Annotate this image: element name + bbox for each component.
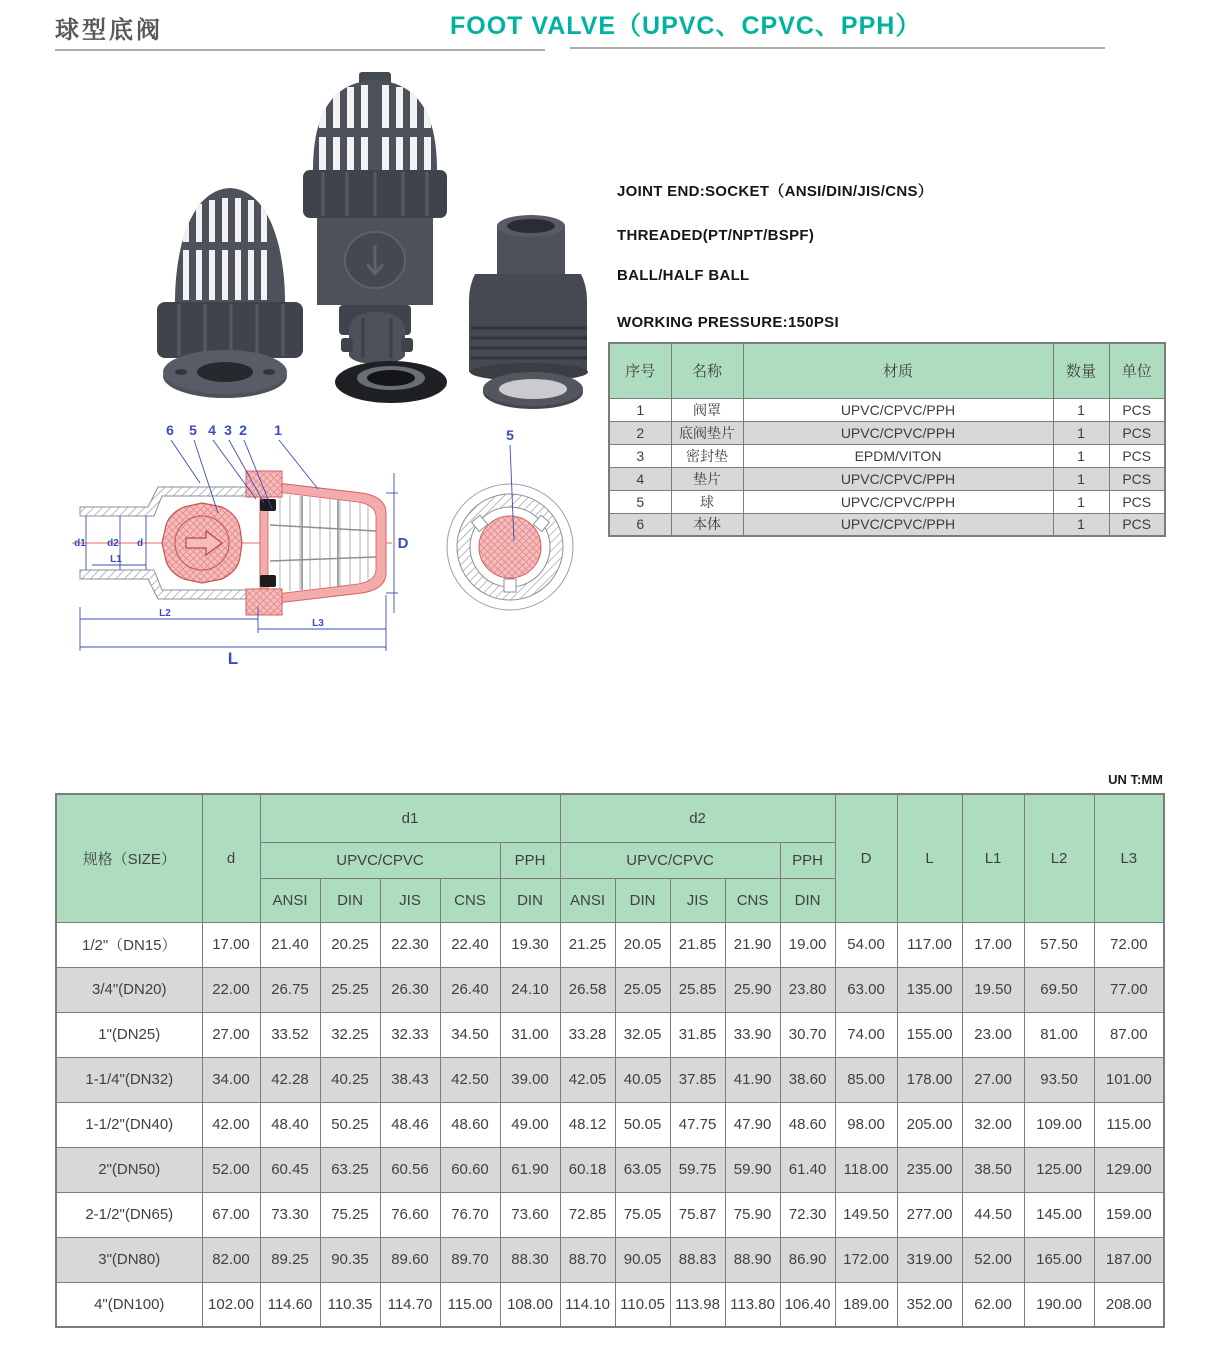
- cell: 42.05: [560, 1057, 615, 1102]
- cell: 60.45: [260, 1147, 320, 1192]
- cell: 50.05: [615, 1102, 670, 1147]
- dim-d1: d1: [74, 538, 86, 549]
- table-row: [609, 398, 1165, 421]
- col-header-d2-pph-din: DIN: [780, 878, 835, 922]
- cell: 垫片: [671, 467, 743, 490]
- cell: 1/2"（DN15）: [56, 922, 202, 967]
- cell: 32.33: [380, 1012, 440, 1057]
- dim-l3: L3: [312, 618, 324, 629]
- cell: 149.50: [835, 1192, 897, 1237]
- cell: 5: [609, 490, 671, 513]
- col-group-d1-upvc: UPVC/CPVC: [260, 842, 500, 878]
- cell: 118.00: [835, 1147, 897, 1192]
- cell: 38.43: [380, 1057, 440, 1102]
- cell: 89.60: [380, 1237, 440, 1282]
- cell: 82.00: [202, 1237, 260, 1282]
- cell: 319.00: [897, 1237, 962, 1282]
- cell: 47.90: [725, 1102, 780, 1147]
- cell: 42.28: [260, 1057, 320, 1102]
- cell: UPVC/CPVC/PPH: [743, 513, 1053, 536]
- title-divider-right: [570, 47, 1105, 49]
- cell: 2"(DN50): [56, 1147, 202, 1192]
- end-view: [447, 427, 573, 610]
- gasket-seal: [335, 361, 447, 403]
- foot-valve-small: [157, 188, 303, 358]
- cell: 155.00: [897, 1012, 962, 1057]
- cell: 76.60: [380, 1192, 440, 1237]
- dimensions-table: [55, 793, 1165, 1328]
- cell: 34.00: [202, 1057, 260, 1102]
- cell: 117.00: [897, 922, 962, 967]
- table-row: [56, 1102, 1164, 1147]
- cell: 190.00: [1024, 1282, 1094, 1327]
- cell: 密封垫: [671, 444, 743, 467]
- col-header-d2-jis: JIS: [670, 878, 725, 922]
- cell: 73.60: [500, 1192, 560, 1237]
- parts-table: [608, 342, 1166, 537]
- cell: 125.00: [1024, 1147, 1094, 1192]
- col-header-d1-ansi: ANSI: [260, 878, 320, 922]
- cell: 42.50: [440, 1057, 500, 1102]
- cell: 1-1/2"(DN40): [56, 1102, 202, 1147]
- cell: 52.00: [202, 1147, 260, 1192]
- cell: 32.00: [962, 1102, 1024, 1147]
- cell: 101.00: [1094, 1057, 1164, 1102]
- cell: 60.60: [440, 1147, 500, 1192]
- cell: 26.40: [440, 967, 500, 1012]
- cell: 1: [609, 398, 671, 421]
- cell: 4: [609, 467, 671, 490]
- cell: 75.25: [320, 1192, 380, 1237]
- col-header-d1-jis: JIS: [380, 878, 440, 922]
- col-group-d2: d2: [560, 794, 835, 842]
- spec-line-threaded: THREADED(PT/NPT/BSPF): [617, 227, 815, 244]
- dim-l: L: [227, 649, 239, 667]
- dim-header-row-1: [56, 794, 1164, 842]
- cell: 88.30: [500, 1237, 560, 1282]
- cell: 235.00: [897, 1147, 962, 1192]
- table-row: [56, 1147, 1164, 1192]
- cell: PCS: [1109, 490, 1165, 513]
- cell: 86.90: [780, 1237, 835, 1282]
- cell: 26.75: [260, 967, 320, 1012]
- cell: 1: [1053, 467, 1109, 490]
- cell: 49.00: [500, 1102, 560, 1147]
- cell: 72.00: [1094, 922, 1164, 967]
- cell: 40.05: [615, 1057, 670, 1102]
- gasket-ring: [483, 372, 583, 409]
- cell: 109.00: [1024, 1102, 1094, 1147]
- cell: 23.00: [962, 1012, 1024, 1057]
- cell: 38.60: [780, 1057, 835, 1102]
- cell: UPVC/CPVC/PPH: [743, 421, 1053, 444]
- page-title-en: FOOT VALVE（UPVC、CPVC、PPH）: [450, 12, 922, 40]
- cell: 22.30: [380, 922, 440, 967]
- col-header-d2-cns: CNS: [725, 878, 780, 922]
- cell: 25.85: [670, 967, 725, 1012]
- cell: 110.05: [615, 1282, 670, 1327]
- col-header-L3: L3: [1094, 794, 1164, 922]
- cell: 32.25: [320, 1012, 380, 1057]
- cell: 21.90: [725, 922, 780, 967]
- cell: 165.00: [1024, 1237, 1094, 1282]
- col-header-D: D: [835, 794, 897, 922]
- cell: 88.70: [560, 1237, 615, 1282]
- cell: 67.00: [202, 1192, 260, 1237]
- cell: 114.10: [560, 1282, 615, 1327]
- cell: 352.00: [897, 1282, 962, 1327]
- cell: 208.00: [1094, 1282, 1164, 1327]
- cell: 4"(DN100): [56, 1282, 202, 1327]
- cell: 108.00: [500, 1282, 560, 1327]
- cell: 135.00: [897, 967, 962, 1012]
- cell: 76.70: [440, 1192, 500, 1237]
- spec-line-pressure: WORKING PRESSURE:150PSI: [617, 314, 839, 331]
- cell: 60.18: [560, 1147, 615, 1192]
- cell: 30.70: [780, 1012, 835, 1057]
- cell: 115.00: [1094, 1102, 1164, 1147]
- cell: 106.40: [780, 1282, 835, 1327]
- cell: 22.40: [440, 922, 500, 967]
- cell: 27.00: [962, 1057, 1024, 1102]
- table-row: [609, 490, 1165, 513]
- cell: 54.00: [835, 922, 897, 967]
- cell: UPVC/CPVC/PPH: [743, 467, 1053, 490]
- cell: 69.50: [1024, 967, 1094, 1012]
- cell: 52.00: [962, 1237, 1024, 1282]
- cell: 93.50: [1024, 1057, 1094, 1102]
- col-header-size: 规格（SIZE）: [56, 794, 202, 922]
- cell: 19.50: [962, 967, 1024, 1012]
- cell: 63.25: [320, 1147, 380, 1192]
- cell: PCS: [1109, 513, 1165, 536]
- cell: 89.70: [440, 1237, 500, 1282]
- callout-3: 3: [224, 422, 232, 438]
- cell: 75.87: [670, 1192, 725, 1237]
- cell: 23.80: [780, 967, 835, 1012]
- cell: 75.90: [725, 1192, 780, 1237]
- cell: 24.10: [500, 967, 560, 1012]
- cell: 72.30: [780, 1192, 835, 1237]
- cell: 113.80: [725, 1282, 780, 1327]
- socket-fitting: [469, 215, 588, 381]
- cell: 59.90: [725, 1147, 780, 1192]
- dim-d2: d2: [107, 538, 119, 549]
- cell: 27.00: [202, 1012, 260, 1057]
- col-header-d: d: [202, 794, 260, 922]
- cell: 1: [1053, 490, 1109, 513]
- cell: 球: [671, 490, 743, 513]
- table-row: [56, 967, 1164, 1012]
- col-header-qty: 数量: [1053, 343, 1109, 398]
- cell: UPVC/CPVC/PPH: [743, 398, 1053, 421]
- cell: 187.00: [1094, 1237, 1164, 1282]
- col-header-d2-ansi: ANSI: [560, 878, 615, 922]
- dim-d: d: [136, 538, 144, 549]
- cell: 6: [609, 513, 671, 536]
- cell: 41.90: [725, 1057, 780, 1102]
- cell: PCS: [1109, 421, 1165, 444]
- product-photo: [95, 70, 600, 415]
- cell: 50.25: [320, 1102, 380, 1147]
- cell: 44.50: [962, 1192, 1024, 1237]
- cell: 3/4"(DN20): [56, 967, 202, 1012]
- parts-table-header-row: [609, 343, 1165, 398]
- cell: 1: [1053, 421, 1109, 444]
- cell: 34.50: [440, 1012, 500, 1057]
- table-row: [56, 1237, 1164, 1282]
- cell: 110.35: [320, 1282, 380, 1327]
- cell: 90.35: [320, 1237, 380, 1282]
- cell: 20.05: [615, 922, 670, 967]
- cell: 90.05: [615, 1237, 670, 1282]
- cell: EPDM/VITON: [743, 444, 1053, 467]
- cell: 60.56: [380, 1147, 440, 1192]
- cell: 115.00: [440, 1282, 500, 1327]
- callout-2: 2: [239, 422, 247, 438]
- cell: 33.52: [260, 1012, 320, 1057]
- cell: 33.28: [560, 1012, 615, 1057]
- cell: 22.00: [202, 967, 260, 1012]
- cell: 73.30: [260, 1192, 320, 1237]
- col-header-material: 材质: [743, 343, 1053, 398]
- end-view-callout-5: 5: [506, 427, 514, 443]
- cell: 47.75: [670, 1102, 725, 1147]
- cell: 1: [1053, 444, 1109, 467]
- cell: 31.85: [670, 1012, 725, 1057]
- cell: 62.00: [962, 1282, 1024, 1327]
- cell: 88.83: [670, 1237, 725, 1282]
- cell: 159.00: [1094, 1192, 1164, 1237]
- col-group-d2-pph: PPH: [780, 842, 835, 878]
- col-header-d1-cns: CNS: [440, 878, 500, 922]
- col-header-unit: 单位: [1109, 343, 1165, 398]
- cell: 1"(DN25): [56, 1012, 202, 1057]
- cell: 98.00: [835, 1102, 897, 1147]
- col-header-no: 序号: [609, 343, 671, 398]
- dimensions-table-body: [56, 922, 1164, 1327]
- cell: 48.46: [380, 1102, 440, 1147]
- cell: 1: [1053, 398, 1109, 421]
- table-row: [609, 513, 1165, 536]
- cell: 48.60: [780, 1102, 835, 1147]
- cell: 178.00: [897, 1057, 962, 1102]
- col-group-d1: d1: [260, 794, 560, 842]
- col-header-L1: L1: [962, 794, 1024, 922]
- spec-line-ball: BALL/HALF BALL: [617, 267, 750, 284]
- cell: 89.25: [260, 1237, 320, 1282]
- cell: 底阀垫片: [671, 421, 743, 444]
- table-row: [56, 1192, 1164, 1237]
- table-row: [56, 922, 1164, 967]
- cell: 63.05: [615, 1147, 670, 1192]
- cell: 102.00: [202, 1282, 260, 1327]
- cell: 87.00: [1094, 1012, 1164, 1057]
- col-header-L: L: [897, 794, 962, 922]
- dim-d-outer: D: [397, 535, 409, 552]
- cell: 277.00: [897, 1192, 962, 1237]
- col-group-d2-upvc: UPVC/CPVC: [560, 842, 780, 878]
- cell: PCS: [1109, 444, 1165, 467]
- cell: 25.90: [725, 967, 780, 1012]
- col-header-d1-din: DIN: [320, 878, 380, 922]
- gasket-flange: [163, 350, 287, 398]
- cell: 31.00: [500, 1012, 560, 1057]
- title-divider-left: [55, 49, 545, 51]
- cell: 81.00: [1024, 1012, 1094, 1057]
- cell: 3"(DN80): [56, 1237, 202, 1282]
- table-row: [609, 467, 1165, 490]
- cell: 48.60: [440, 1102, 500, 1147]
- callout-6: 6: [166, 422, 174, 438]
- cell: 114.60: [260, 1282, 320, 1327]
- callout-1: 1: [274, 422, 282, 438]
- col-header-d1-pph-din: DIN: [500, 878, 560, 922]
- col-header-d2-din: DIN: [615, 878, 670, 922]
- cell: 85.00: [835, 1057, 897, 1102]
- technical-drawing: [50, 415, 605, 667]
- unit-note: UN T:MM: [1108, 772, 1163, 787]
- cell: 26.30: [380, 967, 440, 1012]
- table-row: [609, 444, 1165, 467]
- section-view: [72, 422, 409, 667]
- cell: 19.30: [500, 922, 560, 967]
- cell: 40.25: [320, 1057, 380, 1102]
- cell: 1-1/4"(DN32): [56, 1057, 202, 1102]
- cell: 2: [609, 421, 671, 444]
- cell: 205.00: [897, 1102, 962, 1147]
- cell: 32.05: [615, 1012, 670, 1057]
- cell: 21.40: [260, 922, 320, 967]
- cell: 33.90: [725, 1012, 780, 1057]
- page-title-cn: 球型底阀: [55, 17, 163, 44]
- cell: 42.00: [202, 1102, 260, 1147]
- col-group-d1-pph: PPH: [500, 842, 560, 878]
- cell: PCS: [1109, 467, 1165, 490]
- foot-valve-large: [303, 72, 447, 335]
- cell: 114.70: [380, 1282, 440, 1327]
- parts-table-body: [609, 398, 1165, 536]
- cell: 25.25: [320, 967, 380, 1012]
- cell: 72.85: [560, 1192, 615, 1237]
- cell: 20.25: [320, 922, 380, 967]
- cell: 2-1/2"(DN65): [56, 1192, 202, 1237]
- table-row: [609, 421, 1165, 444]
- table-row: [56, 1012, 1164, 1057]
- cell: 77.00: [1094, 967, 1164, 1012]
- cell: 145.00: [1024, 1192, 1094, 1237]
- cell: 48.40: [260, 1102, 320, 1147]
- cell: 19.00: [780, 922, 835, 967]
- cell: 21.85: [670, 922, 725, 967]
- cell: 1: [1053, 513, 1109, 536]
- cell: 26.58: [560, 967, 615, 1012]
- col-header-L2: L2: [1024, 794, 1094, 922]
- cell: 38.50: [962, 1147, 1024, 1192]
- cell: 17.00: [962, 922, 1024, 967]
- col-header-name: 名称: [671, 343, 743, 398]
- cell: 61.40: [780, 1147, 835, 1192]
- cell: 113.98: [670, 1282, 725, 1327]
- callout-5: 5: [189, 422, 197, 438]
- dim-l1: L1: [110, 554, 122, 565]
- cell: 57.50: [1024, 922, 1094, 967]
- cell: 59.75: [670, 1147, 725, 1192]
- dim-l2: L2: [159, 608, 171, 619]
- cell: 25.05: [615, 967, 670, 1012]
- cell: 21.25: [560, 922, 615, 967]
- table-row: [56, 1057, 1164, 1102]
- cell: 129.00: [1094, 1147, 1164, 1192]
- table-row: [56, 1282, 1164, 1327]
- cell: 阀罩: [671, 398, 743, 421]
- cell: PCS: [1109, 398, 1165, 421]
- cell: 172.00: [835, 1237, 897, 1282]
- cell: 88.90: [725, 1237, 780, 1282]
- cell: 61.90: [500, 1147, 560, 1192]
- cell: 3: [609, 444, 671, 467]
- cell: 48.12: [560, 1102, 615, 1147]
- spec-line-joint-end: JOINT END:SOCKET（ANSI/DIN/JIS/CNS）: [617, 183, 934, 200]
- cell: 17.00: [202, 922, 260, 967]
- cell: 39.00: [500, 1057, 560, 1102]
- cell: 189.00: [835, 1282, 897, 1327]
- cell: 本体: [671, 513, 743, 536]
- cell: 75.05: [615, 1192, 670, 1237]
- cell: UPVC/CPVC/PPH: [743, 490, 1053, 513]
- cell: 63.00: [835, 967, 897, 1012]
- cell: 74.00: [835, 1012, 897, 1057]
- cell: 37.85: [670, 1057, 725, 1102]
- callout-4: 4: [208, 422, 216, 438]
